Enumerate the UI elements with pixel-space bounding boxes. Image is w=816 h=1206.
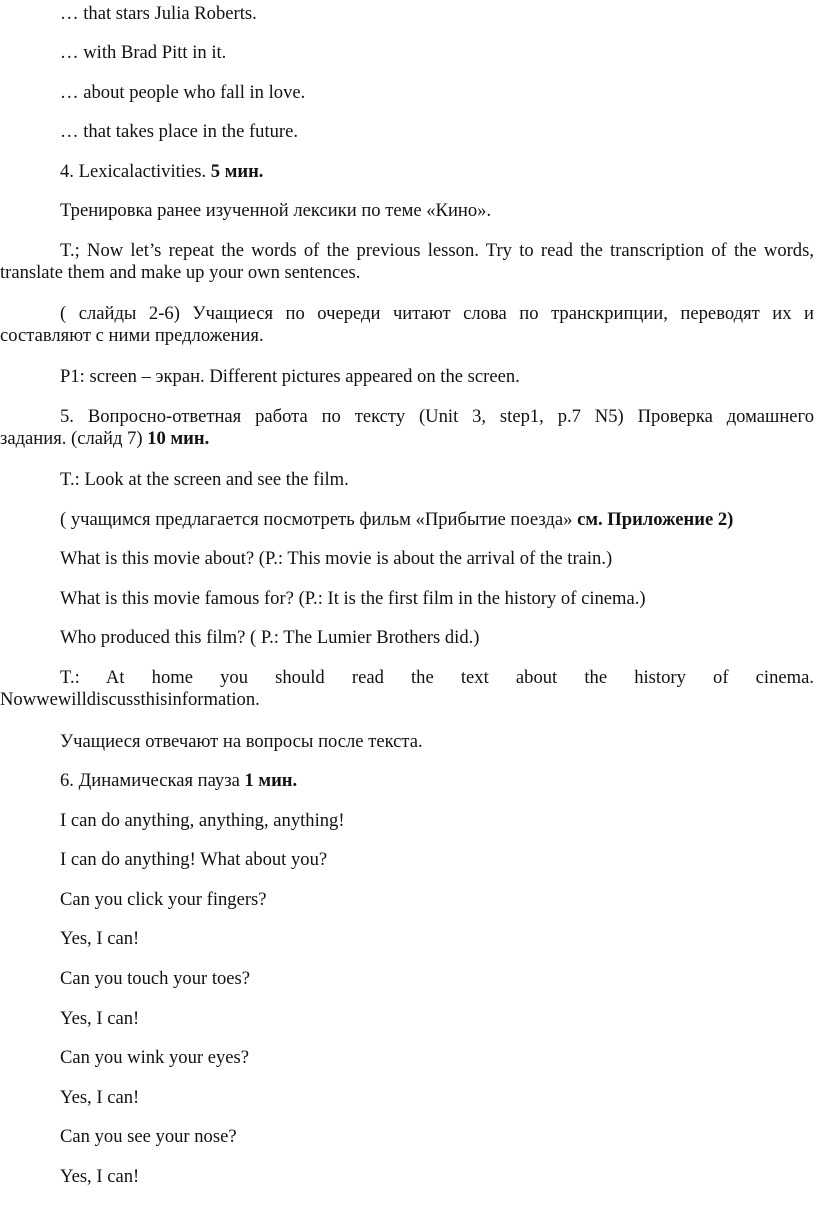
text-span: Can you see your nose? xyxy=(60,1126,237,1147)
heading-text: 6. Динамическая пауза xyxy=(60,770,245,791)
text-line xyxy=(0,509,814,531)
paragraph xyxy=(0,406,814,450)
heading-text: 4. Lexicalactivities. xyxy=(60,161,211,182)
text-span: ( учащимся предлагается посмотреть фильм «Прибытие поезда» xyxy=(60,509,578,530)
text-line xyxy=(0,1087,814,1109)
paragraph-line: 5. Вопросно-ответная работа по тексту (Unit 3, step1, p.7 N5) Проверка домашнего xyxy=(60,406,814,427)
paragraph xyxy=(0,303,814,347)
text-line xyxy=(0,82,814,104)
paragraph xyxy=(0,240,814,284)
time-label: 5 мин. xyxy=(210,161,264,182)
text-span: What is this movie famous for? (P.: It is the first film in the history of cinema.) xyxy=(60,588,646,609)
text-line xyxy=(0,889,814,911)
text-line xyxy=(0,849,814,871)
paragraph-line: составляют с ними предложения. xyxy=(0,325,264,346)
text-span: Учащиеся отвечают на вопросы после текста. xyxy=(60,731,423,752)
text-span: Can you touch your toes? xyxy=(60,968,251,989)
text-span: I can do anything, anything, anything! xyxy=(60,810,345,831)
time-label: 10 мин. xyxy=(147,428,210,449)
time-label: 1 мин. xyxy=(244,770,298,791)
text-line xyxy=(0,1047,814,1069)
text-line xyxy=(0,469,814,491)
text-span: Can you wink your eyes? xyxy=(60,1047,249,1068)
text-line xyxy=(0,1126,814,1148)
paragraph-line xyxy=(0,428,814,450)
text-span: Yes, I can! xyxy=(60,928,140,949)
text-line xyxy=(0,3,814,25)
text-span: Can you click your fingers? xyxy=(60,889,267,910)
paragraph-line: T.; Now let’s repeat the words of the previous lesson. Try to read the transcription of the words, xyxy=(60,240,814,261)
text-line xyxy=(0,928,814,950)
paragraph-line: ( слайды 2-6) Учащиеся по очереди читают слова по транскрипции, переводят их и xyxy=(60,303,814,324)
text-line xyxy=(0,1008,814,1030)
text-span: Yes, I can! xyxy=(60,1008,140,1029)
text-span: I can do anything! What about you? xyxy=(60,849,328,870)
text-span: Yes, I can! xyxy=(60,1087,140,1108)
paragraph-line: translate them and make up your own sentences. xyxy=(0,262,361,283)
text-span: T.: Look at the screen and see the film. xyxy=(60,469,349,490)
text-line xyxy=(0,731,814,753)
appendix-reference: см. Приложение 2) xyxy=(577,509,734,530)
paragraph xyxy=(0,667,814,711)
text-line xyxy=(0,548,814,570)
text-span: What is this movie about? (P.: This movie is about the arrival of the train.) xyxy=(60,548,613,569)
text-span: задания. (слайд 7) xyxy=(0,428,148,449)
text-line xyxy=(0,121,814,143)
text-span: … about people who fall in love. xyxy=(60,82,306,103)
text-line xyxy=(0,42,814,64)
text-line xyxy=(0,810,814,832)
text-span: … that takes place in the future. xyxy=(60,121,299,142)
section-heading xyxy=(0,161,814,183)
text-line xyxy=(0,1166,814,1188)
text-line xyxy=(0,968,814,990)
text-span: … with Brad Pitt in it. xyxy=(60,42,227,63)
text-line xyxy=(0,366,814,388)
text-span: Тренировка ранее изученной лексики по теме «Кино». xyxy=(60,200,492,221)
text-line xyxy=(0,200,814,222)
section-heading xyxy=(0,770,814,792)
paragraph-line: T.: At home you should read the text about the history of cinema. xyxy=(60,667,814,688)
text-span: P1: screen – экран. Different pictures appeared on the screen. xyxy=(60,366,520,387)
text-span: Yes, I can! xyxy=(60,1166,140,1187)
text-span: Who produced this film? ( P.: The Lumier Brothers did.) xyxy=(60,627,480,648)
text-line xyxy=(0,627,814,649)
paragraph-line: Nowwewilldiscussthisinformation. xyxy=(0,689,260,710)
text-line xyxy=(0,588,814,610)
text-span: … that stars Julia Roberts. xyxy=(60,3,257,24)
